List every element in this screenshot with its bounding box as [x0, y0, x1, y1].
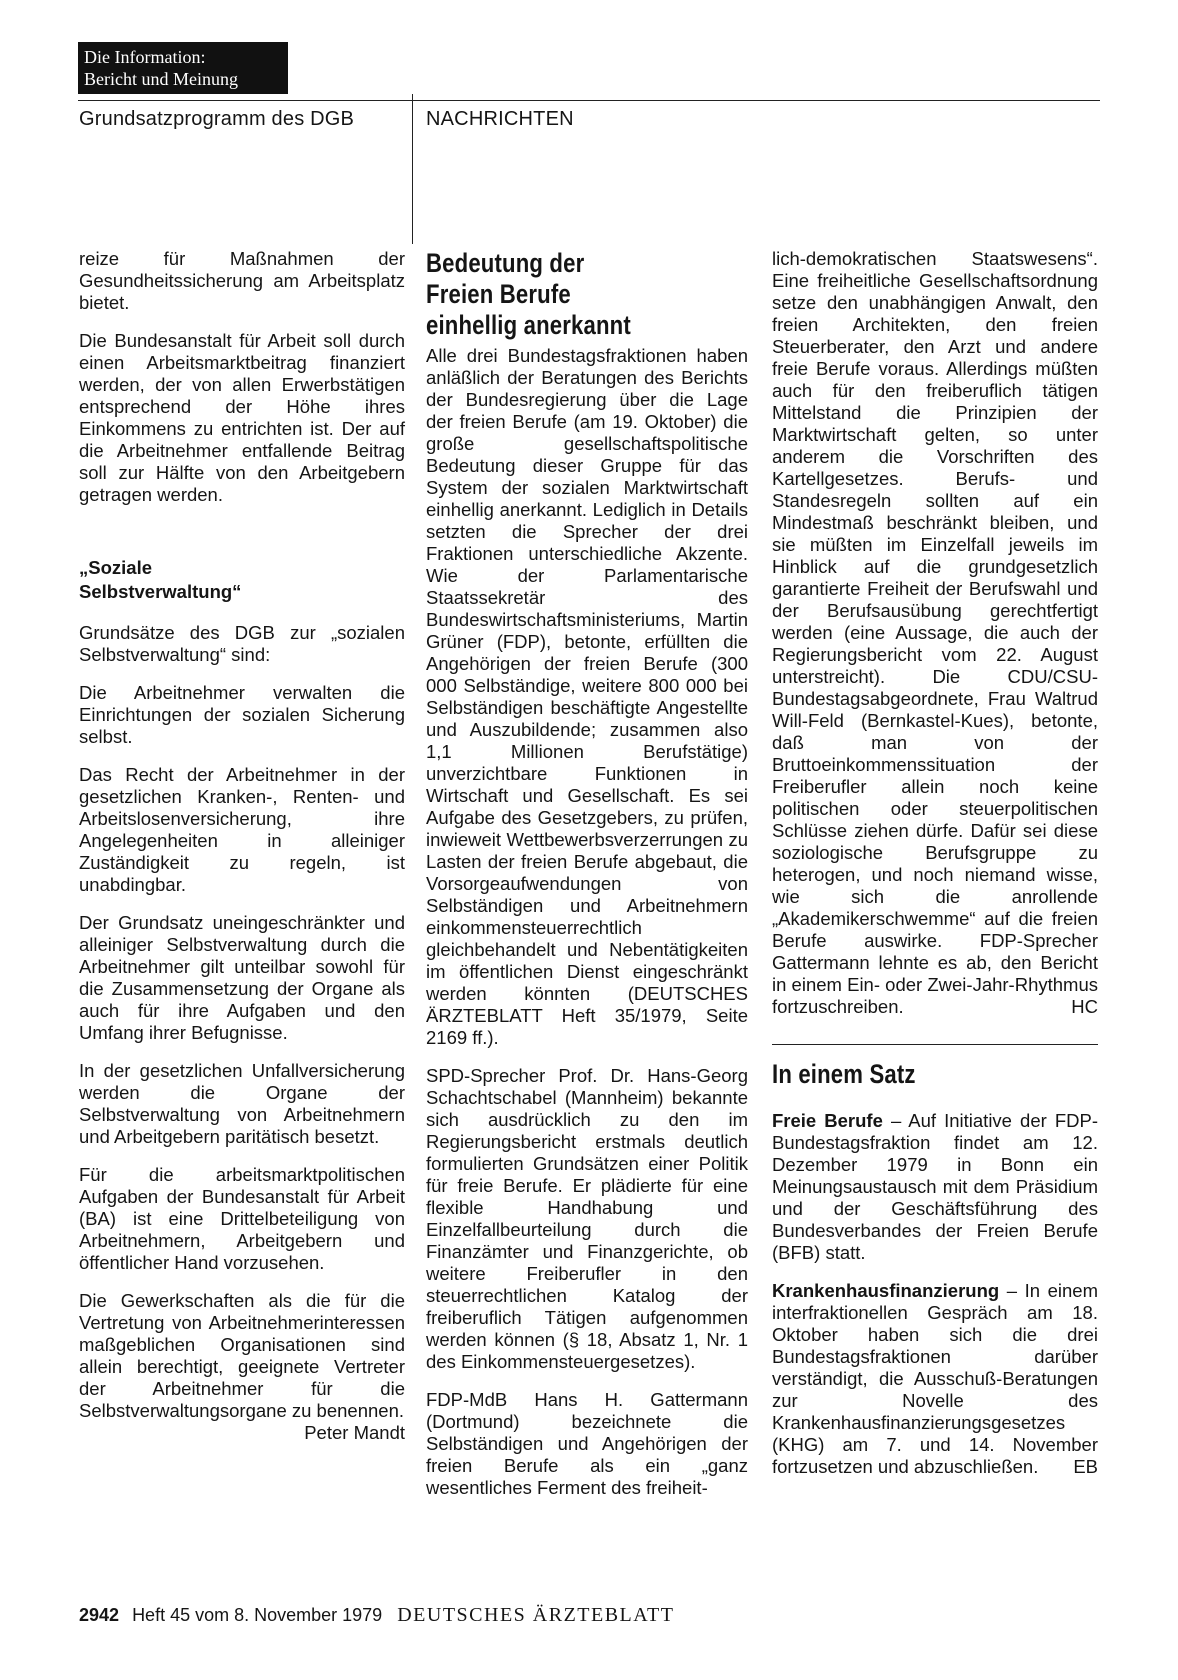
subheading — [79, 556, 405, 604]
column-middle — [426, 248, 748, 1515]
brief-item — [772, 1110, 1098, 1264]
paragraph: Der Grundsatz uneingeschränkter und alleiniger Selbstverwaltung durch die Arbeitnehmer gilt unteilbar sowohl für die Zusammensetzung der Organe als auch für ihre Aufgaben und den Umfang ihrer Befugnisse. — [79, 912, 405, 1043]
paragraph — [772, 248, 1098, 1018]
page-footer — [79, 1604, 674, 1627]
paragraph: Das Recht der Arbeitnehmer in der gesetzlichen Kranken-, Renten- und Arbeitslosenversicherung, ihre Angelegenheiten in alleiniger Zuständigkeit zu regeln, ist unabdingbar. — [79, 764, 405, 895]
paragraph: Alle drei Bundestagsfraktionen haben anläßlich der Beratungen des Berichts der Bundesregierung über die Lage der freien Berufe (am 19. Oktober) die große gesellschaftspolitische Bedeutung dieser Gruppe für das System der sozialen Marktwirtschaft einhellig anerkannt. Lediglich in Details setzten die Sprecher der drei Fraktionen unterschiedliche Akzente. Wie der Parlamentarische Staatssekretär des Bundeswirtschaftsministeriums, Martin Grüner (FDP), betonte, erfüllten die Angehörigen der freien Berufe (300 000 Selbständige, weitere 800 000 bei Selbständigen beschäftigte Angestellte und Auszubildende; zusammen also 1,1 Millionen Berufstätige) unverzichtbare Funktionen in Wirtschaft und Gesellschaft. Es sei Aufgabe des Gesetzgebers, zu prüfen, inwieweit Wettbewerbsverzerrungen zu Lasten der freien Berufe abgebaut, die Vorsorgeaufwendungen von Selbständigen und Arbeitnehmern einkommensteuerrechtlich gleichbehandelt und Nebentätigkeiten im öffentlichen Dienst eingeschränkt werden könnten (DEUTSCHES ÄRZTEBLATT Heft 35/1979, Seite 2169 ff.). — [426, 345, 748, 1048]
paragraph: reize für Maßnahmen der Gesundheitssicherung am Arbeitsplatz bietet. — [79, 248, 405, 313]
paragraph-text: Die Gewerkschaften als die für die Vertretung von Arbeitnehmerinteressen maßgeblichen Organisationen sind allein berechtigt, geeignete Vertreter der Arbeitnehmer für die Selbstverwaltungsorgane zu benennen. — [79, 1290, 405, 1421]
headline-line-2: Freien Berufe — [426, 279, 571, 309]
brief-item — [772, 1280, 1098, 1478]
author-signature: EB — [1073, 1456, 1098, 1477]
magazine-name: DEUTSCHES ÄRZTEBLATT — [397, 1604, 675, 1626]
column-right — [772, 248, 1098, 1478]
headline-line-1: Bedeutung der — [426, 248, 585, 278]
paragraph — [79, 1290, 405, 1443]
headline-line-3: einhellig anerkannt — [426, 310, 631, 340]
briefs-headline: In einem Satz — [772, 1059, 916, 1089]
paragraph: Für die arbeitsmarktpolitischen Aufgaben der Bundesanstalt für Arbeit (BA) ist eine Drittelbeteiligung von Arbeitnehmern, Arbeitgebern und öffentlicher Hand vorzusehen. — [79, 1164, 405, 1273]
badge-line-2: Bericht und Meinung — [84, 69, 238, 89]
subheading-line-1: „Soziale — [79, 557, 152, 578]
article-headline — [426, 248, 748, 341]
brief-lead: Freie Berufe — [772, 1110, 883, 1131]
brief-text: – Auf Initiative der FDP-Bundestagsfraktion findet am 12. Dezember 1979 in Bonn ein Meinungsaustausch mit dem Präsidium und der Geschäftsführung des Bundesverbandes der Freien Berufe (BFB) statt. — [772, 1110, 1098, 1263]
paragraph: Die Bundesanstalt für Arbeit soll durch einen Arbeitsmarktbeitrag finanziert werden, der von allen Erwerbstätigen entsprechend der Höhe ihres Einkommens zu entrichten ist. Der auf die Arbeitnehmer entfallende Beitrag soll zur Hälfte von den Arbeitgebern getragen werden. — [79, 330, 405, 505]
top-rule — [78, 100, 1100, 101]
paragraph: Grundsätze des DGB zur „sozialen Selbstverwaltung“ sind: — [79, 622, 405, 665]
section-badge — [78, 42, 288, 94]
badge-line-1: Die Information: — [84, 47, 206, 67]
paragraph: In der gesetzlichen Unfallversicherung werden die Organe der Selbstverwaltung von Arbeitnehmern und Arbeitgebern paritätisch besetzt. — [79, 1060, 405, 1147]
brief-text: – In einem interfraktionellen Gespräch am 18. Oktober haben sich die drei Bundestagsfraktionen darüber verständigt, die Ausschuß-Beratungen zur Novelle des Krankenhausfinanzierungsgesetzes (KHG) am 7. und 14. November fortzusetzen und abzuschließen. — [772, 1280, 1098, 1477]
paragraph: SPD-Sprecher Prof. Dr. Hans-Georg Schachtschabel (Mannheim) bekannte sich ausdrücklich zu den im Regierungsbericht erstmals deutlich formulierten Grundsätzen einer Politik für freie Berufe. Er plädierte für eine flexible Handhabung und Einzelfallbeurteilung durch die Finanzämter und Finanzgerichte, ob weitere Freiberufler in den steuerrechtlichen Katalog der freiberuflich Tätigen aufgenommen werden können (§ 18, Absatz 1, Nr. 1 des Einkommensteuergesetzes). — [426, 1065, 748, 1372]
author-signature: Peter Mandt — [304, 1422, 405, 1443]
column-left — [79, 248, 405, 1444]
paragraph-text: lich-demokratischen Staatswesens“. Eine freiheitliche Gesellschaftsordnung setze den unabhängigen Anwalt, den freien Architekten, den freien Steuerberater, den Arzt und andere freie Berufe voraus. Allerdings müßten auch für den freiberuflich tätigen Mittelstand die Prinzipien der Marktwirtschaft gelten, so unter anderem die Vorschriften des Kartellgesetzes. Berufs- und Standesregeln sollten auf ein Mindestmaß beschränkt bleiben, und sie müßten im Einzelfall jeweils im Hinblick auf die grundgesetzlich garantierte Freiheit der Berufswahl und der Berufsausübung gerechtfertigt werden (eine Aussage, die auch der Regierungsbericht vom 22. August unterstreicht). Die CDU/CSU-Bundestagsabgeordnete, Frau Waltrud Will-Feld (Bernkastel-Kues), betonte, daß man von der Bruttoeinkommenssituation der Freiberufler allein noch keine politischen oder steuerpolitischen Schlüsse ziehen dürfe. Dafür sei diese soziologische Berufsgruppe zu heterogen, und noch niemand wisse, wie sich die anrollende „Akademikerschwemme“ auf die freien Berufe auswirke. FDP-Sprecher Gattermann lehnte es ab, den Bericht in einem Ein- oder Zwei-Jahr-Rhythmus fortzuschreiben. — [772, 248, 1098, 1017]
column-divider — [412, 94, 413, 244]
section-title-left: Grundsatzprogramm des DGB — [79, 108, 355, 130]
page-number: 2942 — [79, 1605, 120, 1625]
section-title-right: NACHRICHTEN — [426, 108, 574, 130]
paragraph: FDP-MdB Hans H. Gattermann (Dortmund) bezeichnete die Selbständigen und Angehörigen der freien Berufe als ein „ganz wesentliches Ferment des freiheit- — [426, 1389, 748, 1498]
brief-lead: Krankenhausfinanzierung — [772, 1280, 1000, 1301]
subheading-line-2: Selbstverwaltung“ — [79, 581, 242, 602]
author-signature: HC — [1071, 996, 1098, 1017]
section-rule — [772, 1044, 1098, 1045]
paragraph: Die Arbeitnehmer verwalten die Einrichtungen der sozialen Sicherung selbst. — [79, 682, 405, 747]
issue-info: Heft 45 vom 8. November 1979 — [132, 1605, 383, 1625]
